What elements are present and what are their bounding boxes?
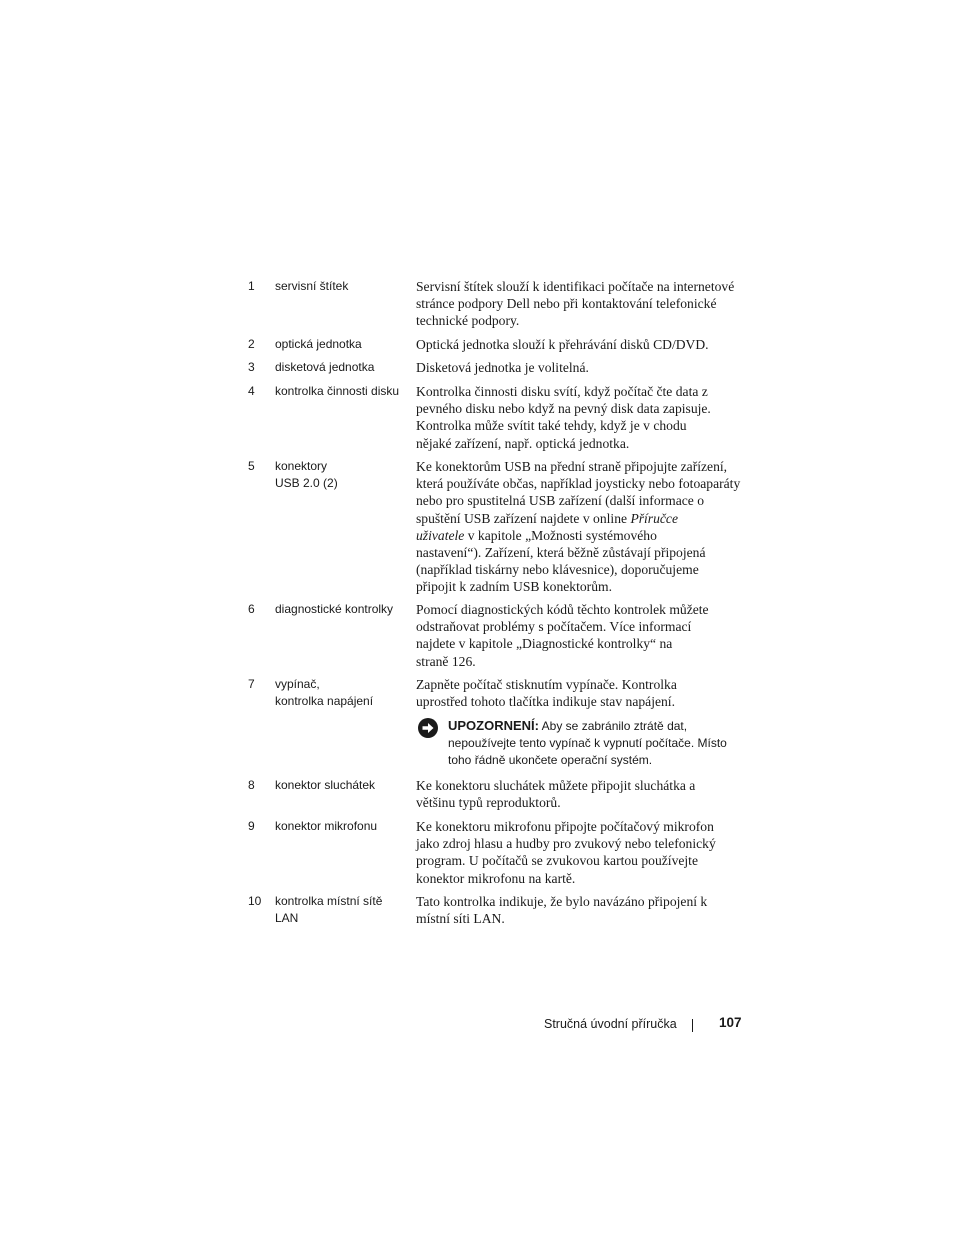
notice-text: UPOZORNENÍ: Aby se zabránilo ztrátě dat, nepoužívejte tento vypínač k vypnutí počítače. Místo toho řádně ukončete operační systém. (448, 718, 727, 767)
row-number: 1 (248, 279, 255, 293)
row-label: servisní štítek (275, 279, 349, 293)
row-description: Zapněte počítač stisknutím vypínače. Kontrolka uprostřed tohoto tlačítka indikuje stav napájení. (416, 677, 677, 710)
row-description: Kontrolka činnosti disku svítí, když počítač čte data z pevného disku nebo když na pevný disk data zapisuje. Kontrolka může svítit také tehdy, když je v chodu nějaké zařízení, např. optická jednotka. (416, 384, 711, 451)
row-label: kontrolka činnosti disku (275, 384, 400, 398)
row-number: 2 (248, 337, 255, 351)
page-number: 107 (719, 1015, 742, 1030)
row-description: Disketová jednotka je volitelná. (416, 360, 589, 375)
footer-guide-title: Stručná úvodní příručka (544, 1017, 677, 1031)
row-description: Ke konektoru sluchátek můžete připojit sluchátka a většinu typů reproduktorů. (416, 778, 696, 811)
row-description: Optická jednotka slouží k přehrávání disků CD/DVD. (416, 337, 709, 352)
row-number: 9 (248, 819, 255, 833)
row-label: kontrolka místní sítě LAN (275, 894, 383, 925)
notice-arrow-icon (418, 718, 438, 738)
footer-separator (692, 1019, 693, 1032)
row-number: 8 (248, 778, 255, 792)
row-label: disketová jednotka (275, 360, 375, 374)
row-number: 5 (248, 459, 255, 473)
row-description: Pomocí diagnostických kódů těchto kontrolek můžete odstraňovat problémy s počítačem. Více informací najdete v kapitole „Diagnostické kontrolky“ na straně 126. (416, 602, 709, 669)
notice-heading: UPOZORNENÍ: (448, 718, 539, 733)
row-description: Tato kontrolka indikuje, že bylo navázáno připojení k místní síti LAN. (416, 894, 708, 927)
row-label: optická jednotka (275, 337, 362, 351)
manual-title-italic: Příručce (630, 510, 678, 526)
row-description: Servisní štítek slouží k identifikaci počítače na internetové stránce podpory Dell nebo při kontaktování telefonické technické podpory. (416, 279, 735, 329)
row-label: konektor mikrofonu (275, 819, 378, 833)
row-label: vypínač, kontrolka napájení (275, 677, 374, 708)
row-number: 10 (248, 894, 262, 908)
row-number: 7 (248, 677, 255, 691)
row-number: 6 (248, 602, 255, 616)
row-number: 3 (248, 360, 255, 374)
row-label: konektor sluchátek (275, 778, 376, 792)
row-description: Ke konektoru mikrofonu připojte počítačový mikrofon jako zdroj hlasu a hudby pro zvukový nebo telefonický program. U počítačů se zvukovou kartou používejte konektor mikrofonu na kartě. (416, 819, 716, 886)
row-label: konektory USB 2.0 (2) (275, 459, 338, 490)
row-label: diagnostické kontrolky (275, 602, 394, 616)
row-description: Ke konektorům USB na přední straně připojujte zařízení, která používáte občas, například joysticky nebo fotoaparáty nebo pro spustitelná USB zařízení (další informace o spuštění USB zařízení najdete v online Příručce uživatele v kapitole „Možnosti systémového nastavení“). Zařízení, která běžně zůstávají připojená (například tiskárny nebo klávesnice), doporučujeme připojit k zadním USB konektorům. (416, 459, 741, 595)
row-number: 4 (248, 384, 255, 398)
